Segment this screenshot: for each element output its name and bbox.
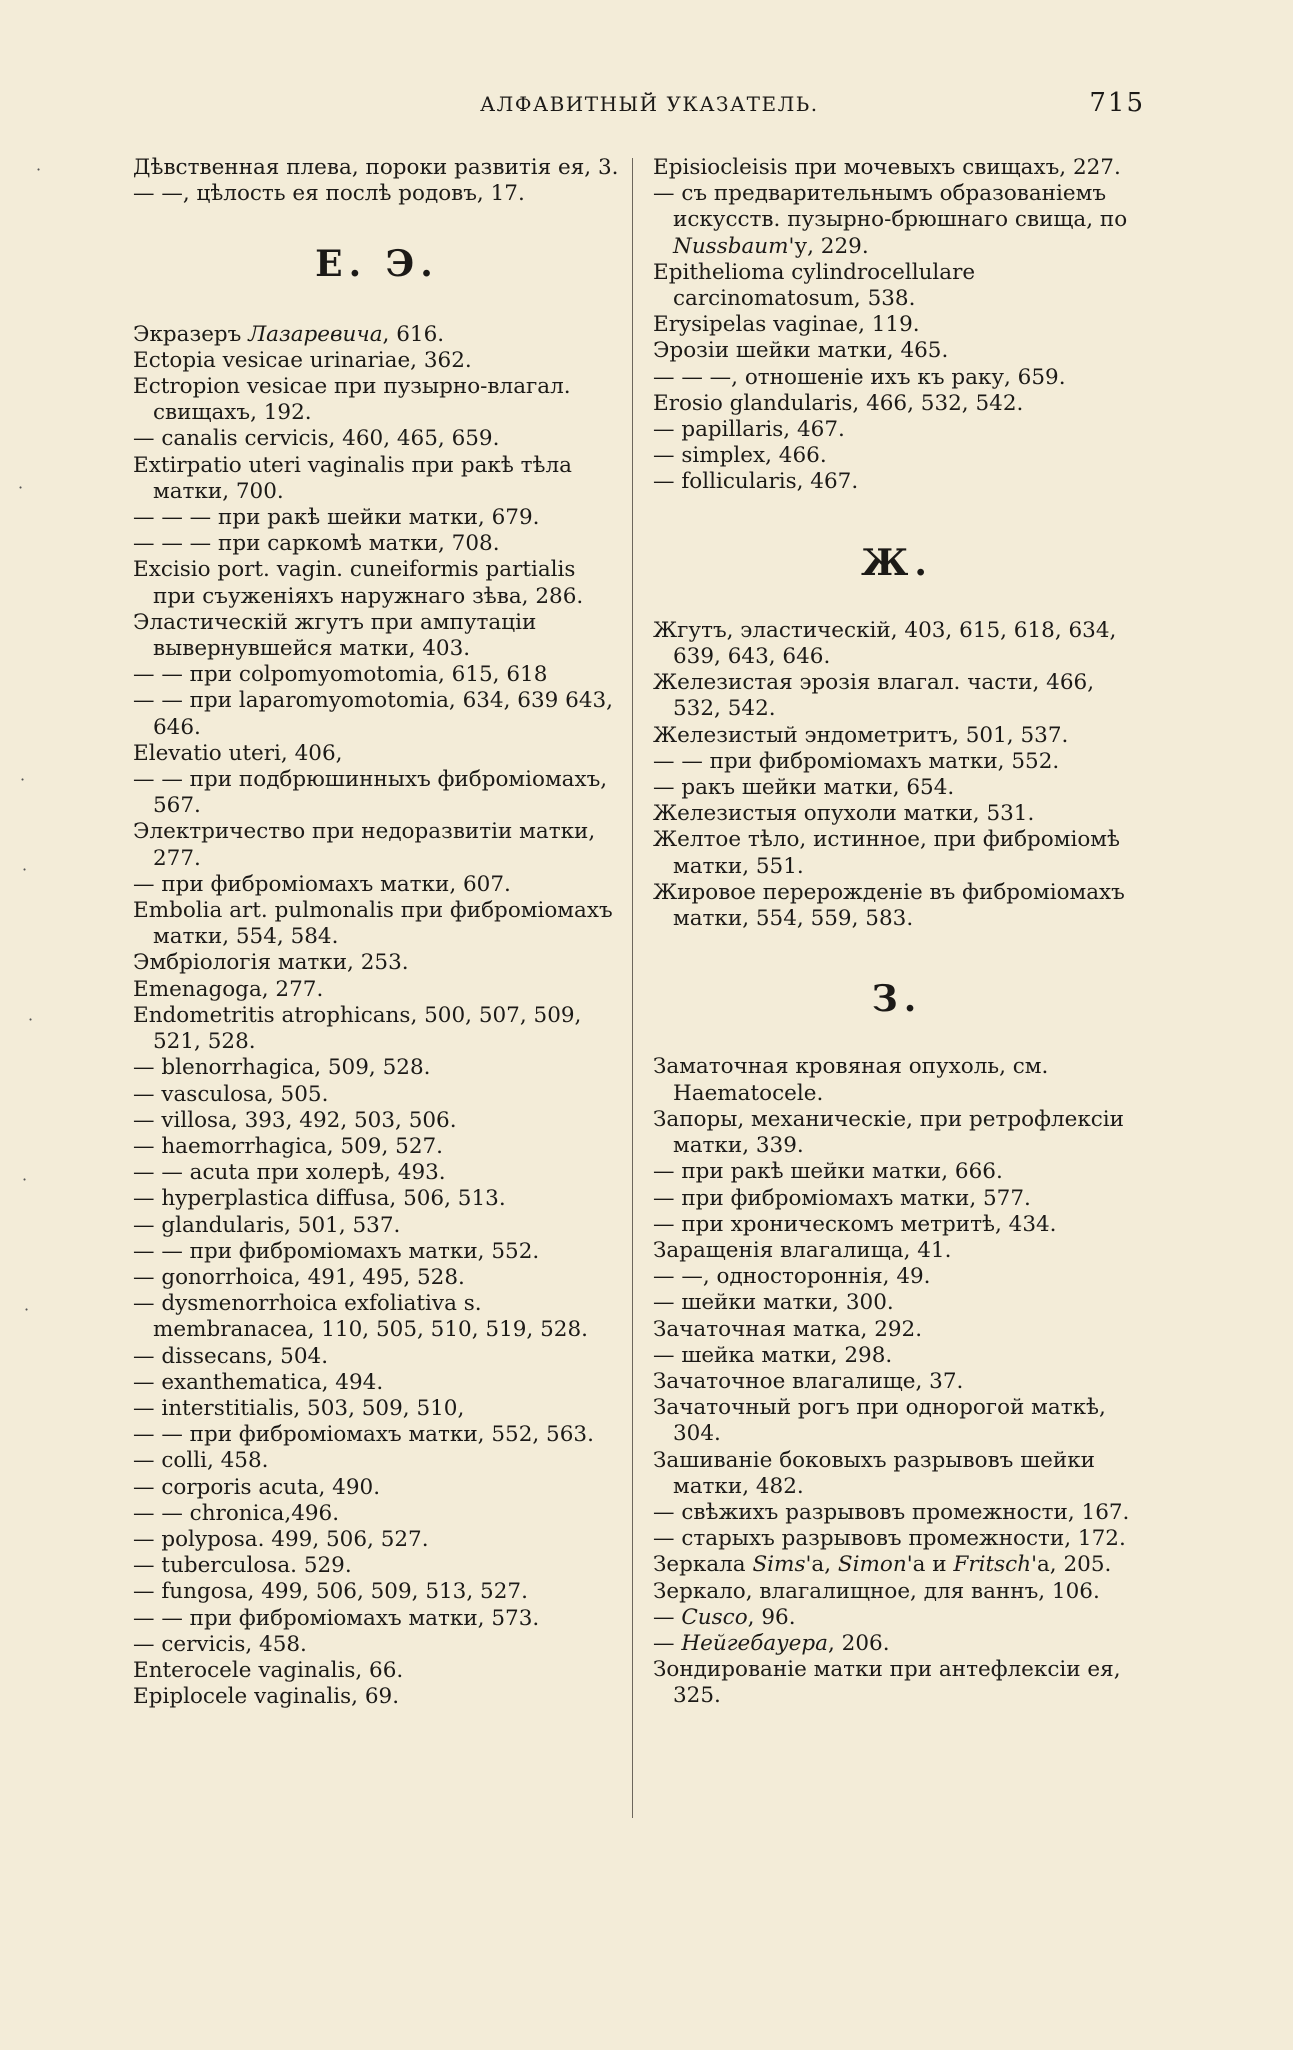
index-entry [133, 977, 621, 1003]
entry-text: Зачаточное влагалище, 37. [653, 1368, 964, 1394]
index-entry [653, 749, 1141, 775]
index-entry [133, 1370, 621, 1396]
index-entry [133, 1108, 621, 1134]
entry-author-name: Sims [752, 1552, 806, 1578]
entry-text: — — при фиброміомахъ матки, 552, 563. [133, 1422, 594, 1448]
index-entry [653, 801, 1141, 827]
index-entry [653, 1186, 1141, 1212]
entry-text: Зачаточный рогъ при однорогой маткѣ, 304. [653, 1395, 1106, 1447]
index-entry [653, 312, 1141, 338]
index-entry [653, 1579, 1141, 1605]
margin-dot: · [36, 160, 42, 179]
index-entry [133, 1632, 621, 1658]
index-entry [133, 155, 621, 181]
entry-text: — colli, 458. [133, 1448, 269, 1474]
index-entry [653, 1631, 1141, 1657]
index-entry [133, 767, 621, 819]
index-entry [653, 1657, 1141, 1709]
index-entry [133, 505, 621, 531]
index-entry [133, 348, 621, 374]
entry-author-name: Нейгебауера [681, 1630, 828, 1656]
index-entry [653, 365, 1141, 391]
margin-dot: · [18, 478, 24, 497]
entry-text: Железистый эндометритъ, 501, 537. [653, 722, 1069, 748]
entry-text: — — при подбрюшинныхъ фиброміомахъ, 567. [133, 767, 608, 819]
entry-text-part: 'а, 205. [1031, 1552, 1112, 1578]
index-entry [653, 1212, 1141, 1238]
left-column [133, 155, 621, 1710]
entry-text: — — acuta при холерѣ, 493. [133, 1160, 446, 1186]
letter-heading: Е. Э. [315, 243, 439, 286]
index-entry [133, 1606, 621, 1632]
entry-text: Episiocleisis при мочевыхъ свищахъ, 227. [653, 155, 1121, 180]
entry-text: — свѣжихъ разрывовъ промежности, 167. [653, 1499, 1130, 1525]
margin-dot: · [24, 1300, 30, 1319]
letter-heading: З. [871, 978, 923, 1021]
index-entry [133, 1055, 621, 1081]
entry-text: — — при фиброміомахъ матки, 552. [133, 1238, 540, 1264]
entry-text: Extirpatio uteri vaginalis при ракѣ тѣла матки, 700. [133, 452, 572, 504]
index-entry [133, 1239, 621, 1265]
entry-text: — — при laparomyomotomia, 634, 639 643, 646. [133, 688, 614, 740]
entry-author-name: Simon [837, 1552, 907, 1578]
entry-text: — — — при саркомѣ матки, 708. [133, 531, 500, 557]
entry-text: — hyperplastica diffusa, 506, 513. [133, 1186, 506, 1212]
index-entry [133, 531, 621, 557]
index-entry [133, 1527, 621, 1553]
entry-text: Запоры, механическіе, при ретрофлексіи матки, 339. [653, 1106, 1125, 1159]
index-entry [653, 1448, 1141, 1500]
margin-dot: · [28, 1010, 34, 1029]
entry-text: Erosio glandularis, 466, 532, 542. [653, 390, 1024, 416]
index-entry [133, 1553, 621, 1579]
entry-text: Жировое перерожденіе въ фиброміомахъ матки, 554, 559, 583. [653, 879, 1125, 932]
index-entry [133, 1186, 621, 1212]
entry-text: — — при фиброміомахъ матки, 552. [653, 748, 1060, 774]
index-entry [133, 688, 621, 740]
entry-text: — —, одностороннія, 49. [653, 1264, 931, 1290]
entry-text: — villosa, 393, 492, 503, 506. [133, 1107, 457, 1133]
entry-pages: , 616. [382, 321, 445, 347]
index-entry [653, 338, 1141, 364]
index-entry [133, 741, 621, 767]
entry-text: Ectopia vesicae urinariae, 362. [133, 347, 472, 373]
index-entry [133, 557, 621, 609]
index-entry [653, 618, 1141, 670]
entry-text: — canalis cervicis, 460, 465, 659. [133, 426, 500, 452]
entry-text: — [653, 1604, 682, 1630]
entry-author-name: Cusco [681, 1604, 748, 1630]
index-entry [133, 1082, 621, 1108]
entry-text: Excisio port. vagin. cuneiformis partialis при съуженіяхъ наружнаго зѣва, 286. [133, 557, 584, 609]
entry-text: — ракъ шейки матки, 654. [653, 775, 955, 801]
entry-text-part: 'а и [906, 1552, 954, 1578]
entry-author-name: Fritsch [953, 1552, 1032, 1578]
index-entry [653, 880, 1141, 932]
entry-text: — corporis acuta, 490. [133, 1474, 381, 1500]
entry-author-name: Лазаревича [248, 321, 383, 347]
index-entry [653, 469, 1141, 495]
index-entry [653, 1500, 1141, 1526]
entry-text: Enterocele vaginalis, 66. [133, 1657, 404, 1683]
entry-text: — — — при ракѣ шейки матки, 679. [133, 505, 540, 531]
index-entry [653, 1369, 1141, 1395]
index-entry [653, 775, 1141, 801]
entry-text-part: Зеркала [653, 1552, 753, 1578]
entry-text: — simplex, 466. [653, 443, 827, 469]
entry-text: — при хроническомъ метритѣ, 434. [653, 1211, 1057, 1237]
index-entry [133, 950, 621, 976]
entry-text: — при фиброміомахъ матки, 607. [133, 871, 511, 897]
index-entry [133, 181, 621, 207]
index-entry [133, 1396, 621, 1422]
entry-text: — шейка матки, 298. [653, 1342, 893, 1368]
entry-text: — — chronica,496. [133, 1500, 340, 1526]
entry-text: — gonorrhoica, 491, 495, 528. [133, 1264, 465, 1290]
index-entry [133, 1134, 621, 1160]
index-entry [133, 426, 621, 452]
index-entry [133, 322, 621, 348]
entry-text: — fungosa, 499, 506, 509, 513, 527. [133, 1579, 528, 1605]
entry-text: Ectropion vesicae при пузырно-влагал. свищахъ, 192. [133, 374, 571, 426]
index-entry [653, 391, 1141, 417]
entry-text: — старыхъ разрывовъ промежности, 172. [653, 1526, 1126, 1552]
page-number: 715 [1089, 88, 1145, 118]
entry-text: — tuberculosa. 529. [133, 1553, 352, 1579]
index-entry [133, 1658, 621, 1684]
entry-text: Жгутъ, эластическій, 403, 615, 618, 634, 639, 643, 646. [653, 617, 1117, 670]
index-entry [133, 453, 621, 505]
entry-text: Зеркало, влагалищное, для ваннъ, 106. [653, 1578, 1100, 1604]
index-entry [133, 1291, 621, 1343]
entry-text: Embolia art. pulmonalis при фиброміомахъ матки, 554, 584. [133, 898, 613, 950]
entry-author-name: Nussbaum [673, 233, 789, 259]
entry-text: — blenorrhagica, 509, 528. [133, 1055, 431, 1081]
entry-text: Эластическій жгутъ при ампутаціи вывернувшейся матки, 403. [133, 609, 537, 662]
index-entry [653, 1107, 1141, 1159]
index-entry [653, 1054, 1141, 1106]
column-divider [632, 158, 633, 1818]
entry-text: Экразеръ [133, 321, 249, 347]
index-entry [653, 1343, 1141, 1369]
index-entry [133, 819, 621, 871]
entry-text: Elevatio uteri, 406, [133, 740, 343, 766]
index-entry [133, 1475, 621, 1501]
entry-pages: 'у, 229. [788, 233, 869, 259]
entry-text: Дѣвственная плева, пороки развитія ея, 3. [133, 155, 619, 180]
entry-text: — — при colpomyomotomia, 615, 618 [133, 662, 548, 688]
entry-text: Эмбріологія матки, 253. [133, 950, 409, 976]
index-entry [653, 1317, 1141, 1343]
index-entry [653, 827, 1141, 879]
index-entry [133, 1160, 621, 1186]
entry-text: — [653, 1630, 682, 1656]
index-entry [133, 872, 621, 898]
entry-text: Желтое тѣло, истинное, при фиброміомѣ матки, 551. [653, 827, 1120, 879]
index-entry [133, 1003, 621, 1055]
entry-text: — — при фиброміомахъ матки, 573. [133, 1605, 540, 1631]
entry-text: Железистыя опухоли матки, 531. [653, 801, 1035, 827]
entry-text: Erysipelas vaginae, 119. [653, 312, 920, 338]
index-entry [133, 1501, 621, 1527]
entry-text: Emenagoga, 277. [133, 976, 324, 1002]
running-title: АЛФАВИТНЫЙ УКАЗАТЕЛЬ. [480, 92, 819, 116]
entry-text: Эрозіи шейки матки, 465. [653, 338, 949, 364]
index-entry [133, 1265, 621, 1291]
entry-text: Epiplocele vaginalis, 69. [133, 1684, 400, 1710]
entry-text: Железистая эрозія влагал. части, 466, 532, 542. [653, 670, 1095, 722]
entry-text: — cervicis, 458. [133, 1631, 307, 1657]
entry-text: — follicularis, 467. [653, 469, 859, 495]
entry-text: — haemorrhagica, 509, 527. [133, 1133, 444, 1159]
index-entry [653, 670, 1141, 722]
index-entry [653, 260, 1141, 312]
entry-text: Endometritis atrophicans, 500, 507, 509, 521, 528. [133, 1002, 582, 1055]
entry-text: — dysmenorrhoica exfoliativa s. membranacea, 110, 505, 510, 519, 528. [133, 1291, 588, 1343]
entry-text: — papillaris, 467. [653, 417, 845, 443]
index-entry [653, 1605, 1141, 1631]
index-entry [653, 1238, 1141, 1264]
entry-text: — vasculosa, 505. [133, 1081, 329, 1107]
entry-text: — при фиброміомахъ матки, 577. [653, 1185, 1031, 1211]
entry-text: Электричество при недоразвитіи матки, 277. [133, 819, 596, 871]
margin-dot: · [20, 770, 26, 789]
right-column [653, 155, 1141, 1710]
entry-text: — interstitialis, 503, 509, 510, [133, 1395, 465, 1421]
entry-text: — шейки матки, 300. [653, 1290, 894, 1316]
page-header [480, 88, 1145, 118]
entry-text: — — —, отношеніе ихъ къ раку, 659. [653, 364, 1066, 390]
index-entry [653, 1395, 1141, 1447]
index-entry [653, 155, 1141, 181]
entry-pages: , 96. [747, 1604, 796, 1630]
entry-text-part: 'а, [805, 1552, 838, 1578]
index-entry [133, 1344, 621, 1370]
entry-text: — dissecans, 504. [133, 1343, 329, 1369]
index-entry [133, 1448, 621, 1474]
margin-dot: · [22, 860, 28, 879]
entry-pages: , 206. [827, 1630, 890, 1656]
index-entry [653, 1264, 1141, 1290]
index-entry [133, 1579, 621, 1605]
index-entry [653, 181, 1141, 260]
margin-dot: · [22, 1170, 28, 1189]
entry-text: Заращенія влагалища, 41. [653, 1237, 952, 1263]
entry-text: — glandularis, 501, 537. [133, 1212, 401, 1238]
index-entry [133, 662, 621, 688]
entry-text: Epithelioma cylindrocellulare carcinomatosum, 538. [653, 259, 976, 312]
entry-text: — съ предварительнымъ образованіемъ искусств. пузырно-брюшнаго свища, по [653, 181, 1128, 233]
entry-text: Заматочная кровяная опухоль, см. Haematocele. [653, 1054, 1049, 1106]
entry-text: — exanthematica, 494. [133, 1369, 384, 1395]
index-entry [133, 1422, 621, 1448]
index-entry [653, 1526, 1141, 1552]
entry-text: Зондированіе матки при антефлексіи ея, 325. [653, 1657, 1121, 1709]
entry-text: Зашиваніе боковыхъ разрывовъ шейки матки, 482. [653, 1447, 1095, 1499]
index-entry [653, 723, 1141, 749]
index-entry [653, 1290, 1141, 1316]
index-entry [133, 374, 621, 426]
entry-text: Зачаточная матка, 292. [653, 1316, 923, 1342]
index-entry [133, 1684, 621, 1710]
index-entry [653, 417, 1141, 443]
entry-text: — —, цѣлость ея послѣ родовъ, 17. [133, 181, 525, 207]
index-entry [133, 610, 621, 662]
index-entry [653, 1159, 1141, 1185]
entry-text: — при ракѣ шейки матки, 666. [653, 1159, 1003, 1185]
entry-text: — polyposa. 499, 506, 527. [133, 1526, 429, 1552]
index-entry [133, 1213, 621, 1239]
index-entry [653, 1552, 1141, 1578]
letter-heading: Ж. [861, 541, 933, 584]
index-entry [133, 898, 621, 950]
index-entry [653, 443, 1141, 469]
